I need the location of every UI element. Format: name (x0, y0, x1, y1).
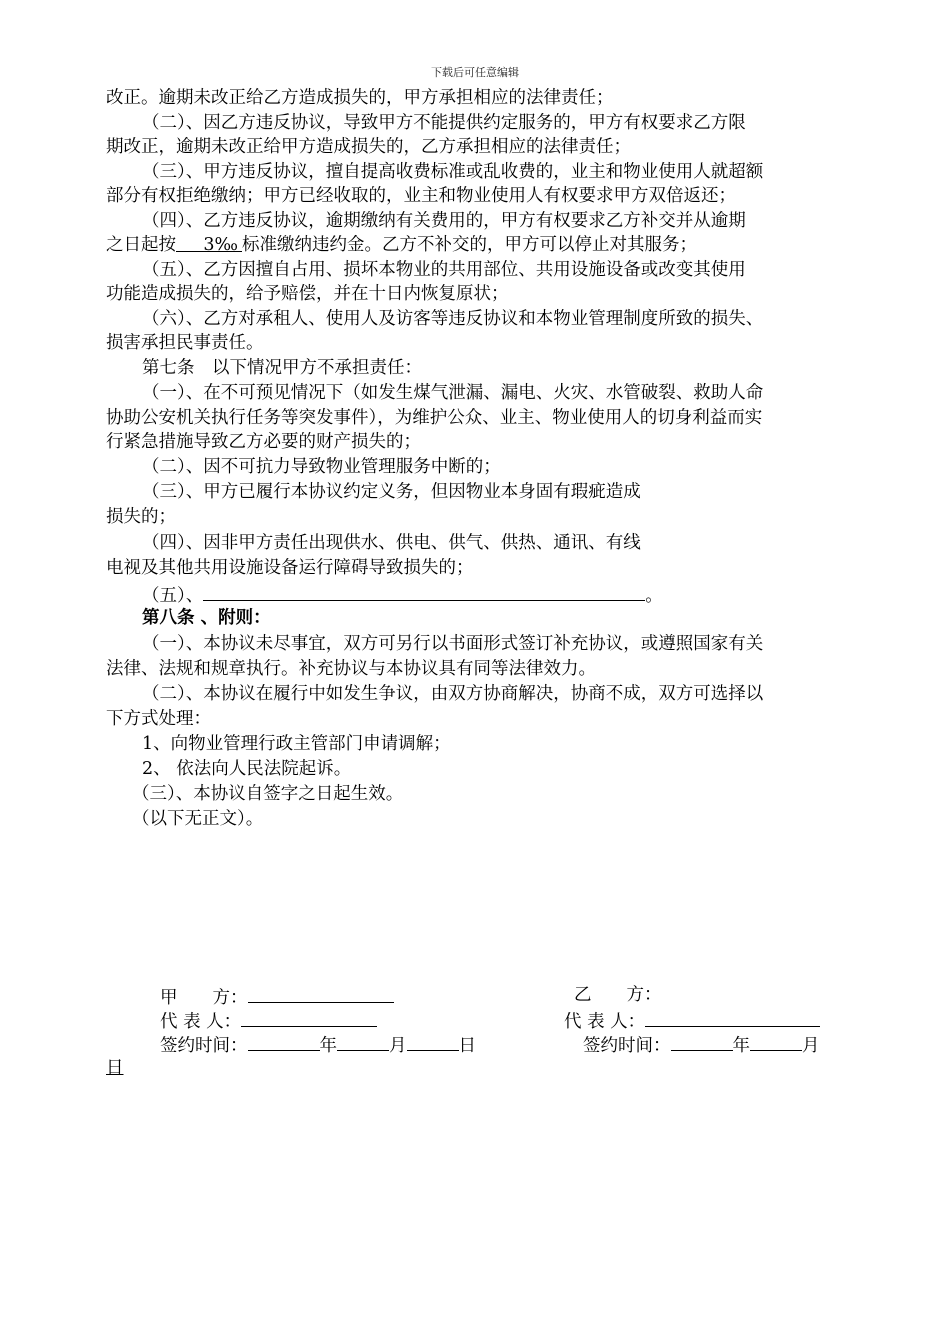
year-label: 年 (732, 1036, 750, 1056)
clause-line: （二）、因不可抗力导致物业管理服务中断的； (142, 457, 501, 477)
time-label: 签约时间： (160, 1036, 248, 1056)
year-blank[interactable] (671, 1031, 733, 1051)
party-a-label: 甲 方： (160, 988, 248, 1008)
month-label: 月 (389, 1036, 407, 1056)
clause-line: 功能造成损失的，给予赔偿，并在十日内恢复原状； (106, 284, 509, 304)
clause-line: （五）、乙方因擅自占用、损坏本物业的共用部位、共用设施设备或改变其使用 (142, 260, 746, 280)
page-header: 下载后可任意编辑 (431, 66, 519, 79)
year-label: 年 (319, 1036, 337, 1056)
party-b-row (574, 983, 662, 1007)
day-label: 日 (458, 1036, 476, 1056)
party-a-row (160, 983, 394, 1007)
blank-fill-line[interactable] (203, 581, 645, 601)
clause-line: （六）、乙方对承租人、使用人及访客等违反协议和本物业管理制度所致的损失、 (142, 309, 764, 329)
clause-line: 部分有权拒绝缴纳；甲方已经收取的，业主和物业使用人有权要求甲方双倍返还； (106, 186, 736, 206)
party-a-time-row (160, 1031, 476, 1055)
clause-line: 改正。逾期未改正给乙方造成损失的，甲方承担相应的法律责任； (106, 88, 614, 108)
rep-label: 代 表 人： (564, 1012, 646, 1032)
clause-line: 协助公安机关执行任务等突发事件），为维护公众、业主、物业使用人的切身利益而实 (106, 408, 763, 428)
time-label: 签约时间： (583, 1036, 671, 1056)
clause-line: 期改正，逾期未改正给甲方造成损失的，乙方承担相应的法律责任； (106, 137, 631, 157)
clause-text: 标准缴纳违约金。乙方不补交的，甲方可以停止对其服务； (242, 235, 697, 255)
clause-line: （以下无正文）。 (132, 809, 264, 829)
clause-line: 1、向物业管理行政主管部门申请调解； (142, 734, 451, 754)
clause-line: 损害承担民事责任。 (106, 333, 264, 353)
clause-line: 电视及其他共用设施设备运行障碍导致损失的； (106, 558, 474, 578)
month-blank[interactable] (750, 1031, 802, 1051)
clause-line: 法律、法规和规章执行。补充协议与本协议具有同等法律效力。 (106, 659, 596, 679)
clause-line: 下方式处理： (106, 709, 211, 729)
clause-line: 损失的； (106, 507, 176, 527)
clause-text: 之日起按 (106, 235, 176, 255)
clause-line: （三）、甲方违反协议，擅自提高收费标准或乱收费的，业主和物业使用人就超额 (142, 162, 764, 182)
penalty-rate: 3‰ (176, 233, 242, 252)
clause-line: （三）、本协议自签字之日起生效。 (132, 784, 404, 804)
month-blank[interactable] (337, 1031, 389, 1051)
party-b-label: 乙 方： (574, 985, 662, 1005)
clause-line: （二）、因乙方违反协议，导致甲方不能提供约定服务的，甲方有权要求乙方限 (142, 113, 746, 133)
article-heading: 第八条 、附则： (142, 608, 271, 628)
article-heading: 第七条 以下情况甲方不承担责任： (142, 358, 422, 378)
clause-line: 2、 依法向人民法院起诉。 (142, 759, 352, 779)
clause-line: （一）、本协议未尽事宜，双方可另行以书面形式签订补充协议，或遵照国家有关 (142, 634, 764, 654)
clause-text: （五）、 (142, 586, 204, 606)
clause-line: （二）、本协议在履行中如发生争议，由双方协商解决，协商不成，双方可选择以 (142, 684, 764, 704)
day-label: 日 (106, 1058, 124, 1078)
month-label: 月 (802, 1036, 820, 1056)
clause-text: 。 (645, 586, 663, 606)
party-a-rep-row (160, 1007, 377, 1031)
clause-line: （四）、因非甲方责任出现供水、供电、供气、供热、通讯、有线 (142, 533, 641, 553)
party-a-blank[interactable] (248, 983, 394, 1003)
party-b-day-row (106, 1056, 124, 1080)
party-b-time-row (583, 1031, 820, 1055)
party-b-rep-blank[interactable] (645, 1007, 820, 1027)
clause-line: （一）、在不可预见情况下（如发生煤气泄漏、漏电、火灾、水管破裂、救助人命 (142, 383, 764, 403)
party-b-rep-row (564, 1007, 820, 1031)
year-blank[interactable] (248, 1031, 320, 1051)
party-a-rep-blank[interactable] (241, 1007, 377, 1027)
clause-line: （三）、甲方已履行本协议约定义务，但因物业本身固有瑕疵造成 (142, 482, 641, 502)
clause-line (106, 233, 697, 257)
clause-line: （四）、乙方违反协议，逾期缴纳有关费用的，甲方有权要求乙方补交并从逾期 (142, 211, 746, 231)
rep-label: 代 表 人： (160, 1012, 242, 1032)
clause-line (142, 581, 663, 605)
clause-line: 行紧急措施导致乙方必要的财产损失的； (106, 432, 421, 452)
day-blank[interactable] (407, 1031, 459, 1051)
